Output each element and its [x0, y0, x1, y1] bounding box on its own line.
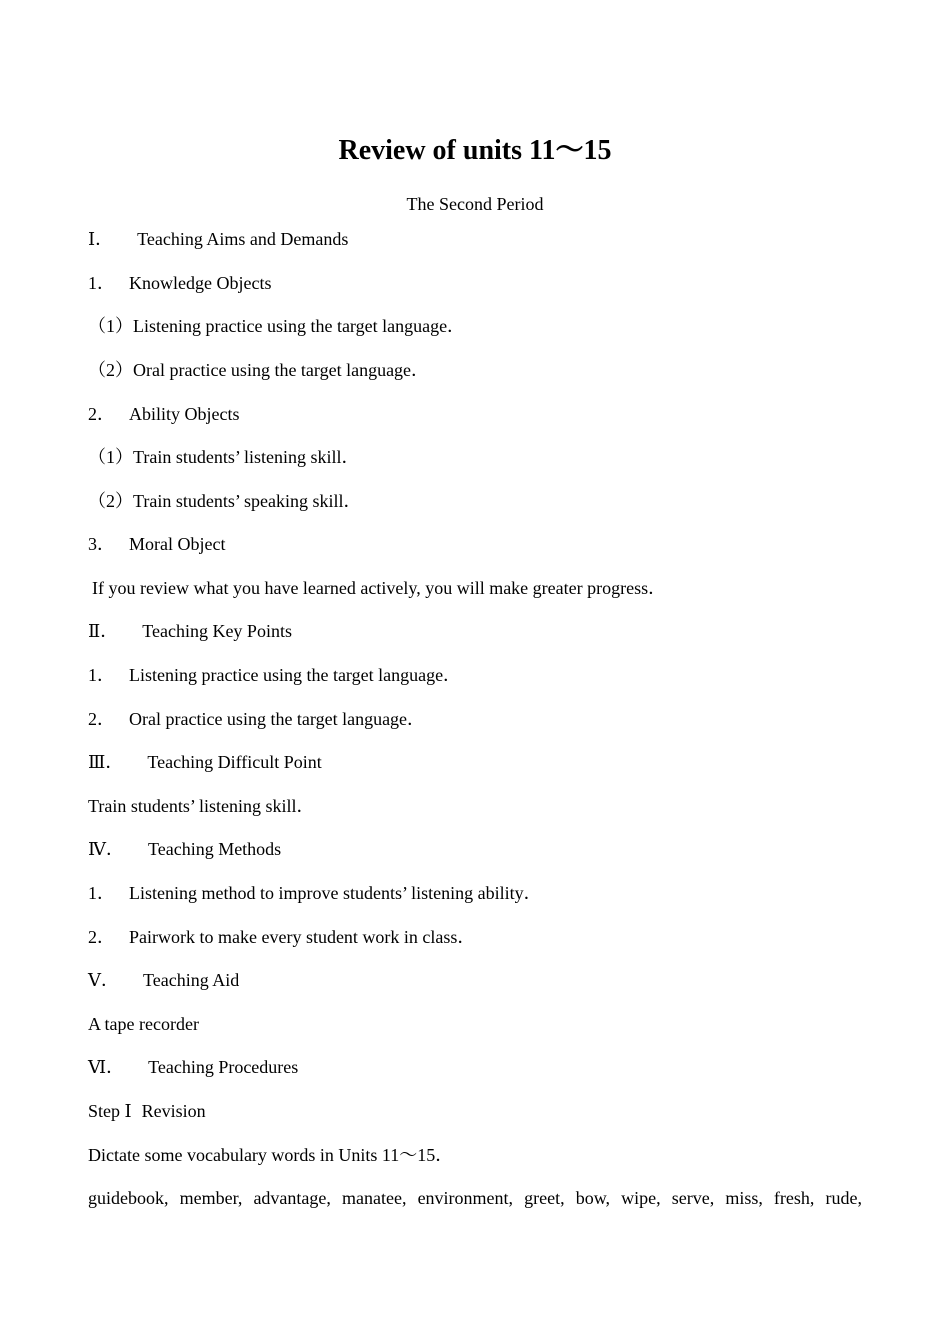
item-number: 1． — [88, 273, 115, 293]
section-heading-6 — [88, 1055, 298, 1079]
list-item — [88, 314, 465, 338]
document-subtitle: The Second Period — [406, 194, 544, 214]
section-number: Ⅲ． — [88, 752, 124, 772]
section-label: Teaching Methods — [147, 839, 282, 859]
paragraph: A tape recorder — [88, 1014, 199, 1034]
item-number: （1） — [88, 316, 133, 336]
item-label: Oral practice using the target language． — [129, 709, 426, 729]
document-title: Review of units 11～15 — [338, 135, 612, 166]
section-label: Teaching Aims and Demands — [137, 229, 349, 249]
section-number: Ⅴ． — [88, 970, 119, 990]
item-label: Moral Object — [129, 534, 226, 554]
section-label: Teaching Aid — [143, 970, 240, 990]
subheading-moral-object — [88, 532, 225, 556]
list-item — [88, 881, 542, 905]
section-number: Ⅰ． — [88, 229, 114, 249]
item-number: （2） — [88, 360, 133, 380]
vocabulary-list: guidebook, member, advantage, manatee, environment, greet, bow, wipe, serve, miss, fresh, rude, — [88, 1188, 862, 1208]
item-number: 1． — [88, 883, 115, 903]
section-heading-1 — [88, 227, 348, 251]
section-heading-2 — [88, 619, 292, 643]
item-label: Ability Objects — [129, 404, 240, 424]
item-label: Listening practice using the target language． — [133, 316, 466, 336]
section-label: Teaching Key Points — [142, 621, 292, 641]
list-item — [88, 925, 475, 949]
list-item — [88, 445, 360, 469]
item-label: Listening method to improve students’ listening ability． — [129, 883, 542, 903]
step-heading — [88, 1099, 206, 1123]
list-item — [88, 707, 425, 731]
step-number: Step Ⅰ — [88, 1101, 132, 1121]
paragraph: Train students’ listening skill． — [88, 796, 315, 816]
list-item — [88, 358, 429, 382]
item-label: Pairwork to make every student work in class． — [129, 927, 476, 947]
subheading-knowledge-objects — [88, 271, 271, 295]
item-number: 1． — [88, 665, 115, 685]
list-item — [88, 663, 461, 687]
step-label: Revision — [141, 1101, 206, 1121]
section-label: Teaching Procedures — [148, 1057, 299, 1077]
paragraph: If you review what you have learned actively, you will make greater progress． — [92, 578, 667, 598]
section-heading-3 — [88, 750, 322, 774]
item-number: 3． — [88, 534, 115, 554]
paragraph: Dictate some vocabulary words in Units 11～15． — [88, 1145, 454, 1165]
list-item — [88, 489, 362, 513]
section-heading-5 — [88, 968, 239, 992]
item-number: 2． — [88, 927, 115, 947]
item-label: Train students’ listening skill． — [133, 447, 360, 467]
item-number: 2． — [88, 404, 115, 424]
section-label: Teaching Difficult Point — [147, 752, 322, 772]
section-number: Ⅵ． — [88, 1057, 125, 1077]
item-label: Knowledge Objects — [129, 273, 272, 293]
item-label: Train students’ speaking skill． — [133, 491, 362, 511]
item-label: Oral practice using the target language． — [133, 360, 430, 380]
item-label: Listening practice using the target language． — [129, 665, 462, 685]
item-number: （1） — [88, 447, 133, 467]
section-number: Ⅳ． — [88, 839, 124, 859]
item-number: （2） — [88, 491, 133, 511]
subheading-ability-objects — [88, 402, 240, 426]
item-number: 2． — [88, 709, 115, 729]
section-number: Ⅱ． — [88, 621, 119, 641]
section-heading-4 — [88, 837, 281, 861]
